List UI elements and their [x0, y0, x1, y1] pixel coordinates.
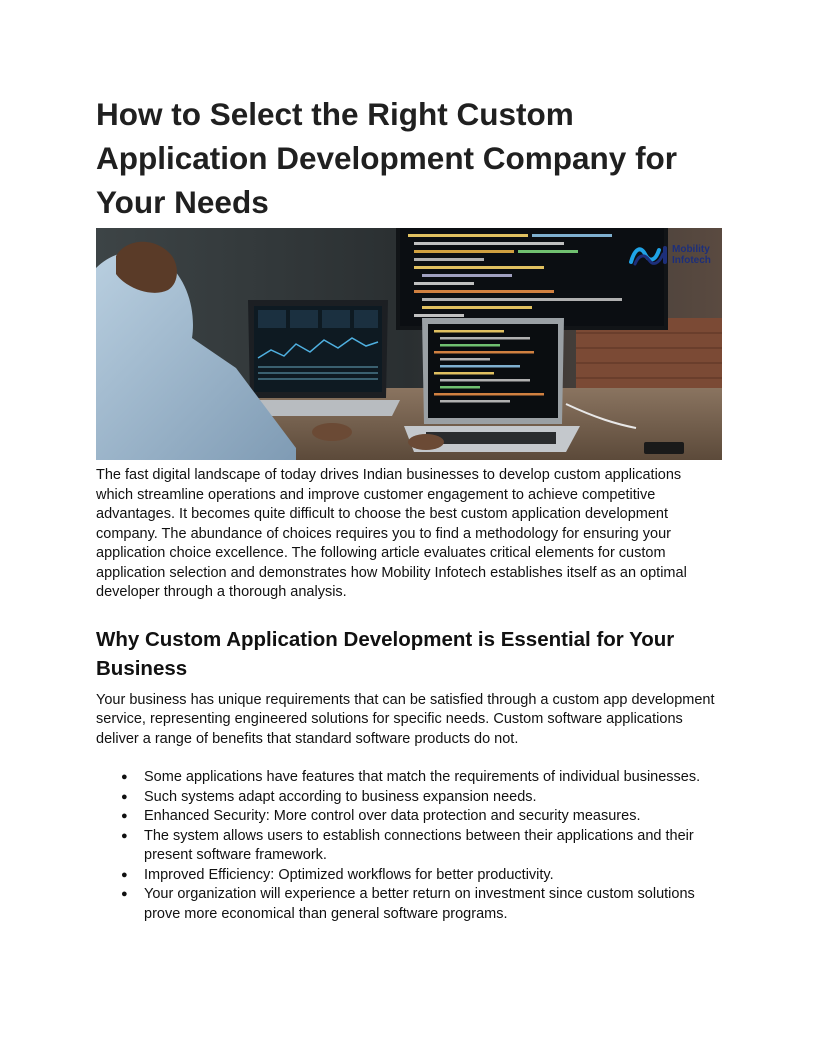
document-page: [96, 92, 722, 924]
section-paragraph: Your business has unique requirements that can be satisfied through a custom app development service, representing engineered solutions for specific needs. Custom software applications deliver a range of benefits that standard software products do not.: [96, 691, 715, 747]
list-item-text: Some applications have features that match the requirements of individual businesses.: [144, 769, 701, 785]
bullet-icon: ●: [121, 868, 128, 881]
list-item: [96, 866, 722, 886]
list-item-text: Such systems adapt according to business expansion needs.: [144, 788, 537, 805]
mobility-infotech-logo-icon: [629, 242, 669, 268]
bullet-icon: ●: [121, 771, 128, 783]
list-item: [96, 827, 722, 866]
logo-line-2: Infotech: [672, 255, 711, 266]
list-item: [96, 788, 722, 808]
bullet-icon: ●: [121, 790, 128, 803]
bullet-icon: ●: [121, 829, 128, 842]
hero-image: [96, 228, 722, 460]
bullet-icon: ●: [121, 810, 128, 822]
list-item: [96, 807, 722, 827]
list-item: [96, 885, 722, 924]
list-item-text: Enhanced Security: More control over data protection and security measures.: [144, 808, 641, 824]
company-logo: [629, 242, 711, 268]
list-item-text: Your organization will experience a better return on investment since custom solutions prove more economical than general software programs.: [144, 886, 695, 922]
list-item-text: The system allows users to establish connections between their applications and their present software framework.: [144, 827, 694, 863]
logo-line-1: Mobility: [672, 244, 710, 255]
bullet-icon: ●: [121, 888, 128, 900]
list-item: [96, 768, 722, 788]
benefits-list: [96, 768, 722, 924]
article-title: How to Select the Right Custom Application Development Company for Your Needs: [96, 96, 678, 220]
list-item-text: Improved Efficiency: Optimized workflows for better productivity.: [144, 866, 554, 883]
section-heading: Why Custom Application Development is Essential for Your Business: [96, 627, 675, 680]
intro-paragraph: The fast digital landscape of today drives Indian businesses to develop custom applications which streamline operations and improve customer engagement to achieve competitive advantages. It becomes quite difficult to choose the best custom application development company. The abundance of choices requires you to find a methodology for ensuring your application choice excellence. The following article evaluates critical elements for custom application selection and demonstrates how Mobility Infotech establishes itself as an optimal developer through a thorough analysis.: [96, 467, 687, 600]
